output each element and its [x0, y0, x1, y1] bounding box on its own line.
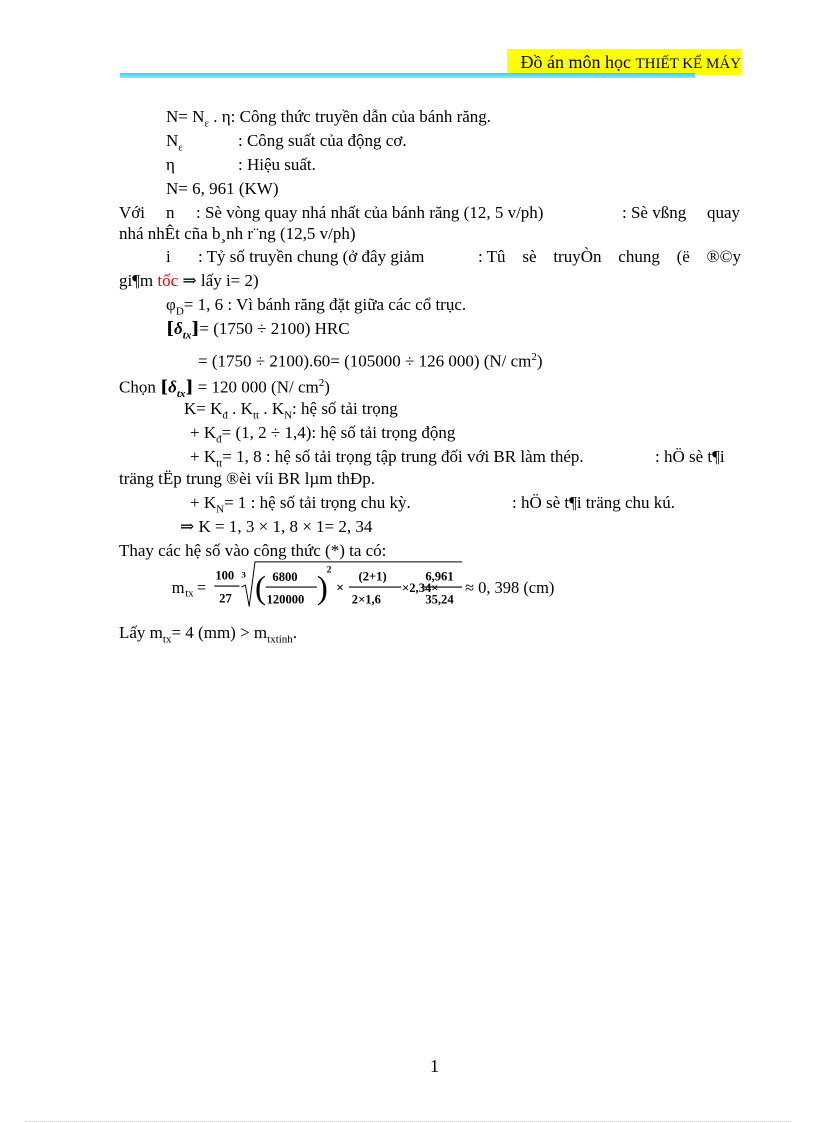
- line-k-result: ⇒ K = 1, 3 × 1, 8 × 1= 2, 34: [180, 517, 373, 536]
- footer-divider: [25, 1121, 791, 1122]
- line-stress-range: [166, 318, 350, 346]
- formula-times: ×: [336, 579, 345, 595]
- line-ratio-symbol: i: [166, 247, 171, 266]
- text: + K: [190, 423, 217, 442]
- formula-3524: 35,24: [425, 592, 454, 607]
- subscript: D: [175, 305, 184, 318]
- text: = 1, 8 : hệ số tải trọng tập trung đối với BR làm thép.: [222, 447, 584, 466]
- formula-2plus1: (2+1): [358, 569, 387, 584]
- bracket: ]: [185, 377, 194, 398]
- paren-right: ): [316, 570, 328, 607]
- subscript: txtính: [267, 633, 293, 646]
- text: = 1 : hệ số tải trọng chu kỳ.: [224, 493, 411, 512]
- subscript: tx: [176, 388, 186, 401]
- subscript: đ: [216, 433, 222, 446]
- text: = (1750 ÷ 2100) HRC: [199, 319, 350, 338]
- text: = (1750 ÷ 2100).60= (105000 ÷ 126 000) (N/ cm: [198, 351, 532, 371]
- subscript: tt: [252, 409, 260, 422]
- text: = 4 (mm) > m: [171, 623, 268, 642]
- formula-result: ≈ 0, 398 (cm): [465, 577, 555, 597]
- text: Chọn: [119, 377, 161, 397]
- text: gi¶m: [119, 271, 158, 290]
- superscript: 2: [531, 351, 537, 363]
- subscript: tx: [162, 633, 172, 646]
- formula-lhs: m: [171, 577, 185, 597]
- module-formula: [165, 558, 585, 618]
- text: ): [536, 351, 543, 371]
- word: (ë: [676, 247, 690, 266]
- header-title-prefix: Đồ án môn học: [520, 52, 636, 72]
- formula-6961: 6,961: [425, 569, 454, 584]
- line-speed-garbled-end: quay: [707, 203, 741, 222]
- subscript: đ: [222, 409, 228, 422]
- line-substitute-intro: Thay các hệ số vào công thức (*) ta có:: [119, 541, 387, 560]
- formula-120000: 120000: [266, 592, 305, 607]
- word: : Tû: [478, 247, 506, 266]
- line-stress-range-calc: [198, 346, 543, 373]
- text: ⇒ lấy i= 2): [178, 271, 259, 290]
- formula-lhs-sub: tx: [185, 588, 194, 600]
- symbol: δ: [168, 377, 177, 397]
- subscript: tt: [216, 457, 223, 470]
- bracket: [: [166, 319, 175, 339]
- page-number: 1: [430, 1056, 439, 1076]
- line-speed-garbled: : Sè vßng: [622, 203, 687, 222]
- word: truyÒn: [553, 247, 602, 266]
- line-efficiency-symbol: η: [166, 155, 175, 174]
- text: .: [292, 623, 298, 642]
- text: φ: [166, 295, 176, 314]
- subscript: ε: [178, 141, 183, 154]
- subscript: tx: [182, 329, 192, 342]
- formula-mid: ×2,34×: [402, 580, 439, 595]
- formula-root-index: 3: [241, 569, 246, 580]
- bracket: [: [160, 377, 169, 398]
- symbol: δ: [174, 319, 183, 338]
- line-ratio-garbled: [478, 246, 741, 268]
- text: . η: Công thức truyền dẫn của bánh răng.: [209, 107, 492, 126]
- line-chosen-module: [119, 622, 297, 650]
- text: ): [324, 377, 330, 397]
- text: N= N: [166, 107, 205, 126]
- text: + K: [190, 447, 217, 466]
- superscript: 2: [318, 377, 325, 389]
- line-concentration-garbled-cont: träng tËp trung ®èi víi BR lµm thÐp.: [119, 469, 375, 488]
- line-efficiency-desc: : Hiệu suất.: [238, 155, 316, 174]
- highlight-word: tốc: [157, 271, 179, 290]
- formula-2x16: 2×1,6: [351, 592, 381, 607]
- formula-equals: =: [196, 577, 207, 597]
- line-ratio-desc: : Tỷ số truyền chung (ở đây giảm: [198, 247, 425, 266]
- subscript: ε: [204, 117, 210, 130]
- text: K= K: [184, 399, 223, 418]
- line-ratio-cont: [119, 270, 259, 292]
- line-power-value: N= 6, 961 (KW): [166, 179, 279, 198]
- text: : hệ số tải trọng: [292, 399, 398, 418]
- text: Lấy m: [119, 623, 163, 642]
- line-with-n-symbol: n: [166, 203, 175, 222]
- bracket: ]: [191, 319, 200, 339]
- word: chung: [618, 247, 660, 266]
- text: + K: [190, 493, 217, 512]
- line-cycle-garbled: : hÖ sè t¶i träng chu kú.: [512, 493, 676, 512]
- formula-exponent: 2: [326, 564, 332, 576]
- subscript: N: [284, 409, 293, 422]
- line-with-n-label: Với: [119, 203, 145, 222]
- subscript: N: [216, 503, 225, 516]
- word: ®©y: [706, 247, 741, 266]
- line-concentration-garbled: : hÖ sè t¶i: [655, 447, 725, 466]
- text: = 120 000 (N/ cm: [193, 377, 319, 397]
- formula-27: 27: [219, 591, 232, 606]
- header-title-subject: THIẾT KẾ MÁY: [635, 56, 741, 72]
- line-speed-garbled-cont: nhá nhÊt cña b¸nh r¨ng (12,5 v/ph): [119, 224, 356, 243]
- formula-6800: 6800: [272, 570, 298, 585]
- paren-left: (: [255, 570, 266, 607]
- text: = (1, 2 ÷ 1,4): hệ số tải trọng động: [221, 423, 456, 442]
- formula-100: 100: [215, 568, 235, 583]
- line-motor-power-desc: : Công suất của động cơ.: [238, 131, 407, 150]
- text: . K: [227, 399, 253, 418]
- text: . K: [259, 399, 285, 418]
- header-title: [507, 49, 741, 75]
- word: sè: [522, 247, 537, 266]
- header-rule: [120, 73, 695, 78]
- line-speed-desc: : Sè vòng quay nhá nhất của bánh răng (12, 5 v/ph): [196, 203, 544, 222]
- text: = 1, 6 : Vì bánh răng đặt giữa các cổ trục.: [183, 295, 467, 314]
- text: N: [166, 131, 179, 150]
